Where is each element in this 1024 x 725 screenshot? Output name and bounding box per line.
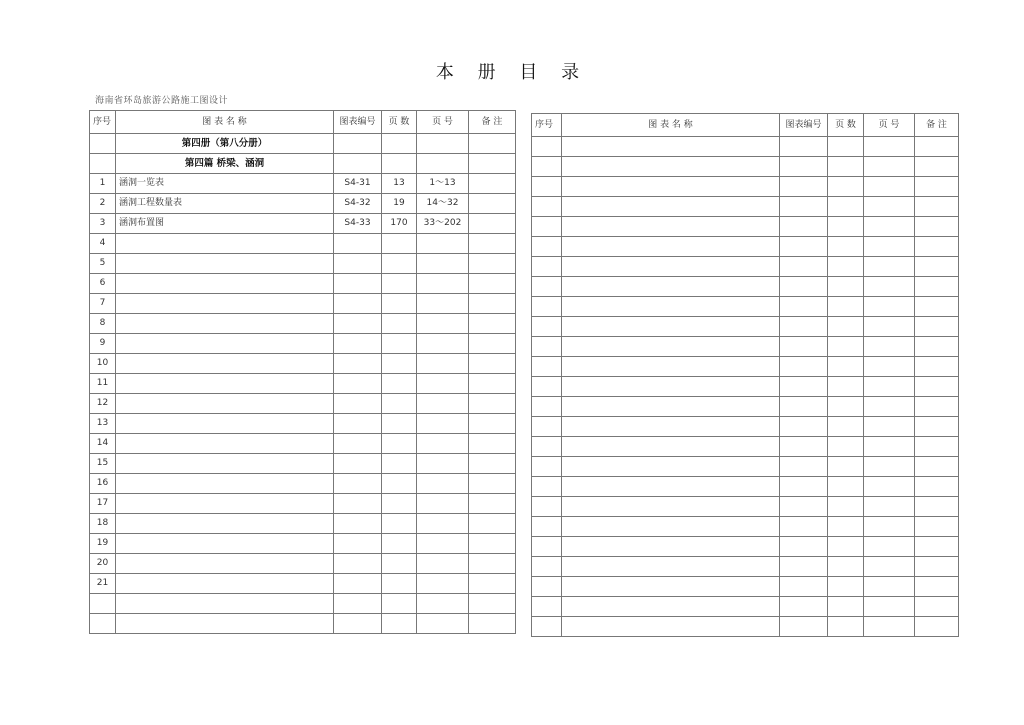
row-page-no (417, 514, 469, 534)
row-seq: 8 (90, 314, 116, 334)
row-seq: 19 (90, 534, 116, 554)
row-name: 涵洞布置图 (116, 214, 334, 234)
row-pages (382, 414, 417, 434)
row-code: S4-33 (334, 214, 382, 234)
table-row (532, 597, 959, 617)
row-remark (469, 354, 516, 374)
row-pages (382, 554, 417, 574)
row-pages (382, 494, 417, 514)
header-seq: 序号 (90, 111, 116, 134)
row-pages (382, 534, 417, 554)
row-pages (382, 514, 417, 534)
row-remark (469, 554, 516, 574)
row-remark (469, 194, 516, 214)
row-seq: 10 (90, 354, 116, 374)
header-code: 图表编号 (780, 114, 828, 137)
row-code (334, 334, 382, 354)
project-name: 海南省环岛旅游公路施工图设计 (95, 96, 229, 106)
row-page-no (417, 294, 469, 314)
row-page-no (417, 554, 469, 574)
table-row (90, 514, 516, 534)
table-row (532, 557, 959, 577)
header-remark: 备 注 (915, 114, 959, 137)
row-name: 涵洞一览表 (116, 174, 334, 194)
table-row (532, 317, 959, 337)
row-remark (469, 314, 516, 334)
table-row (90, 454, 516, 474)
row-page-no (417, 474, 469, 494)
row-pages (382, 334, 417, 354)
table-row (90, 234, 516, 254)
row-page-no (417, 534, 469, 554)
row-seq: 2 (90, 194, 116, 214)
row-remark (469, 514, 516, 534)
table-row (90, 574, 516, 594)
header-name: 图 表 名 称 (116, 111, 334, 134)
row-name (116, 374, 334, 394)
row-remark (469, 574, 516, 594)
row-code (334, 294, 382, 314)
table-row (90, 394, 516, 414)
table-row (532, 537, 959, 557)
table-row (532, 437, 959, 457)
table-row (90, 274, 516, 294)
row-seq: 18 (90, 514, 116, 534)
row-pages (382, 254, 417, 274)
row-seq: 9 (90, 334, 116, 354)
row-seq: 21 (90, 574, 116, 594)
row-code (334, 374, 382, 394)
row-page-no (417, 234, 469, 254)
header-seq: 序号 (532, 114, 562, 137)
row-seq: 4 (90, 234, 116, 254)
table-row (532, 357, 959, 377)
table-row (90, 194, 516, 214)
table-row (532, 457, 959, 477)
section-row (90, 154, 516, 174)
row-page-no (417, 394, 469, 414)
row-name (116, 534, 334, 554)
part-heading: 第四篇 桥梁、涵洞 (116, 154, 334, 174)
table-row (532, 517, 959, 537)
table-row (90, 594, 516, 614)
row-pages (382, 314, 417, 334)
row-page-no (417, 314, 469, 334)
row-page-no (417, 574, 469, 594)
header-name: 图 表 名 称 (562, 114, 780, 137)
row-seq: 16 (90, 474, 116, 494)
row-seq: 20 (90, 554, 116, 574)
row-code: S4-31 (334, 174, 382, 194)
row-code (334, 274, 382, 294)
row-remark (469, 334, 516, 354)
row-name (116, 414, 334, 434)
header-pages: 页 数 (828, 114, 864, 137)
table-row (532, 497, 959, 517)
table-row (532, 157, 959, 177)
table-row (532, 397, 959, 417)
row-name (116, 434, 334, 454)
row-pages (382, 234, 417, 254)
table-row (90, 294, 516, 314)
row-code (334, 414, 382, 434)
row-code (334, 354, 382, 374)
contents-table-left (89, 110, 516, 634)
table-row (532, 237, 959, 257)
row-pages: 19 (382, 194, 417, 214)
row-page-no: 14～32 (417, 194, 469, 214)
row-page-no (417, 414, 469, 434)
row-name (116, 494, 334, 514)
row-pages (382, 394, 417, 414)
row-seq: 12 (90, 394, 116, 414)
table-row (90, 534, 516, 554)
row-name (116, 234, 334, 254)
row-pages: 13 (382, 174, 417, 194)
header-pages: 页 数 (382, 111, 417, 134)
row-page-no (417, 434, 469, 454)
row-seq: 17 (90, 494, 116, 514)
table-row (532, 137, 959, 157)
table-row (90, 434, 516, 454)
row-code (334, 554, 382, 574)
page-title: 本 册 目 录 (435, 62, 589, 83)
row-remark (469, 394, 516, 414)
row-code (334, 474, 382, 494)
table-row (532, 257, 959, 277)
row-remark (469, 274, 516, 294)
row-name (116, 294, 334, 314)
row-remark (469, 254, 516, 274)
contents-table-right (531, 113, 959, 637)
table-row (532, 197, 959, 217)
row-pages (382, 454, 417, 474)
row-pages (382, 354, 417, 374)
row-seq: 15 (90, 454, 116, 474)
row-page-no (417, 254, 469, 274)
table-row (532, 477, 959, 497)
row-page-no (417, 454, 469, 474)
row-pages (382, 474, 417, 494)
row-name (116, 334, 334, 354)
table-row (532, 297, 959, 317)
table-row (90, 494, 516, 514)
row-page-no (417, 374, 469, 394)
row-code (334, 454, 382, 474)
row-pages (382, 574, 417, 594)
table-row (532, 337, 959, 357)
table-row (90, 214, 516, 234)
table-header-row (532, 114, 959, 137)
row-pages (382, 434, 417, 454)
table-row (90, 354, 516, 374)
header-code: 图表编号 (334, 111, 382, 134)
row-remark (469, 414, 516, 434)
row-remark (469, 214, 516, 234)
table-header-row (90, 111, 516, 134)
row-page-no (417, 354, 469, 374)
row-name (116, 314, 334, 334)
table-row (532, 417, 959, 437)
row-remark (469, 474, 516, 494)
row-name (116, 514, 334, 534)
row-remark (469, 534, 516, 554)
row-code (334, 254, 382, 274)
row-code (334, 514, 382, 534)
row-name (116, 254, 334, 274)
table-row (532, 377, 959, 397)
table-row (90, 334, 516, 354)
row-name (116, 274, 334, 294)
table-row (532, 577, 959, 597)
row-seq: 6 (90, 274, 116, 294)
row-code (334, 314, 382, 334)
row-name: 涵洞工程数量表 (116, 194, 334, 214)
section-row (90, 134, 516, 154)
row-code (334, 234, 382, 254)
row-name (116, 554, 334, 574)
row-page-no (417, 274, 469, 294)
row-code (334, 574, 382, 594)
table-row (90, 414, 516, 434)
row-code (334, 434, 382, 454)
row-code: S4-32 (334, 194, 382, 214)
row-name (116, 454, 334, 474)
row-remark (469, 234, 516, 254)
row-pages (382, 294, 417, 314)
table-row (90, 614, 516, 634)
header-page-no: 页 号 (864, 114, 915, 137)
table-row (532, 617, 959, 637)
row-remark (469, 434, 516, 454)
row-remark (469, 454, 516, 474)
row-pages (382, 374, 417, 394)
table-row (90, 374, 516, 394)
row-seq: 13 (90, 414, 116, 434)
table-row (90, 554, 516, 574)
row-name (116, 394, 334, 414)
row-remark (469, 294, 516, 314)
header-remark: 备 注 (469, 111, 516, 134)
row-remark (469, 494, 516, 514)
row-page-no (417, 494, 469, 514)
table-row (532, 217, 959, 237)
table-row (90, 314, 516, 334)
table-row (90, 174, 516, 194)
row-page-no (417, 334, 469, 354)
row-pages: 170 (382, 214, 417, 234)
table-row (90, 474, 516, 494)
row-page-no: 1～13 (417, 174, 469, 194)
row-remark (469, 374, 516, 394)
row-code (334, 394, 382, 414)
header-page-no: 页 号 (417, 111, 469, 134)
row-name (116, 354, 334, 374)
row-name (116, 574, 334, 594)
row-remark (469, 174, 516, 194)
row-code (334, 534, 382, 554)
row-seq: 3 (90, 214, 116, 234)
row-code (334, 494, 382, 514)
row-page-no: 33～202 (417, 214, 469, 234)
row-pages (382, 274, 417, 294)
table-row (90, 254, 516, 274)
volume-heading: 第四册（第八分册） (116, 134, 334, 154)
table-row (532, 277, 959, 297)
row-name (116, 474, 334, 494)
row-seq: 5 (90, 254, 116, 274)
row-seq: 11 (90, 374, 116, 394)
row-seq: 1 (90, 174, 116, 194)
table-row (532, 177, 959, 197)
row-seq: 14 (90, 434, 116, 454)
row-seq: 7 (90, 294, 116, 314)
